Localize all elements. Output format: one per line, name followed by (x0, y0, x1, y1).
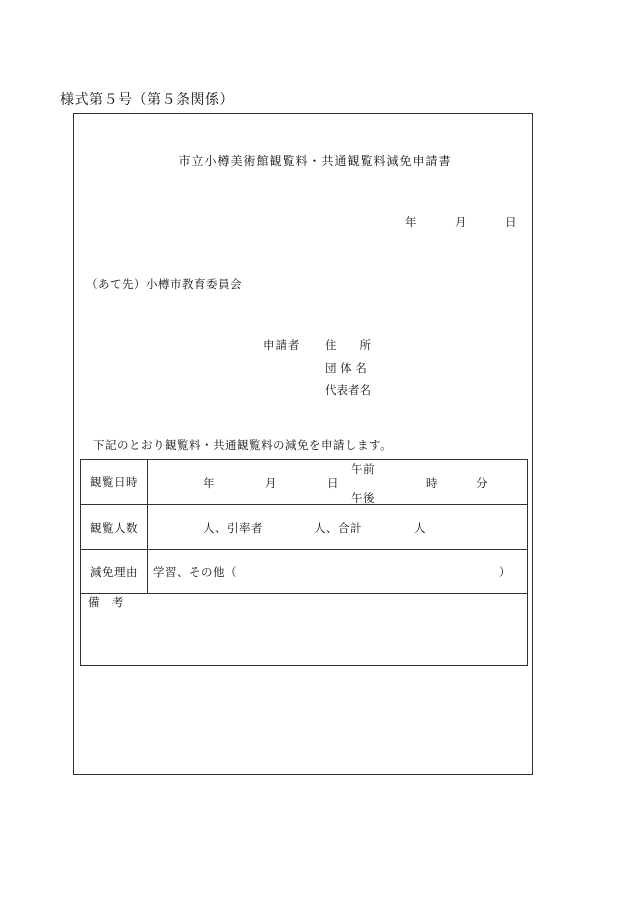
viewing-year-unit: 年 (203, 476, 215, 490)
reduction-reason-label: 減免理由 (90, 565, 138, 579)
addressee: （あて先）小樽市教育委員会 (86, 277, 242, 291)
hour-unit: 時 (426, 476, 438, 490)
am-label: 午前 (351, 462, 375, 476)
reason-close-paren: ） (499, 565, 511, 579)
date-month: 月 (455, 215, 467, 229)
minute-unit: 分 (476, 476, 488, 490)
total-unit: 人 (414, 521, 426, 535)
details-table (80, 459, 528, 666)
leaders-unit: 人、合計 (314, 521, 362, 535)
pm-label: 午後 (351, 491, 375, 505)
form-number-label: 様式第５号（第５条関係） (60, 92, 234, 108)
date-day: 日 (505, 215, 517, 229)
row-divider (81, 593, 527, 594)
viewing-day-unit: 日 (327, 476, 339, 490)
applicant-label: 申請者 (263, 338, 301, 352)
document-title: 市立小樽美術館観覧料・共通観覧料減免申請書 (178, 154, 452, 168)
visitor-count-label: 観覧人数 (90, 521, 138, 535)
address-label: 住 所 (325, 338, 371, 352)
group-name-label: 団 体 名 (325, 361, 367, 375)
reason-text: 学習、その他（ (153, 565, 237, 579)
viewing-date-label: 観覧日時 (90, 475, 138, 489)
representative-label: 代表者名 (325, 383, 371, 397)
viewing-month-unit: 月 (265, 476, 277, 490)
application-statement: 下記のとおり観覧料・共通観覧料の減免を申請します。 (93, 438, 393, 452)
people-unit: 人、引率者 (203, 521, 263, 535)
column-divider (147, 460, 148, 593)
remarks-label: 備 考 (88, 595, 124, 609)
date-year: 年 (405, 215, 417, 229)
